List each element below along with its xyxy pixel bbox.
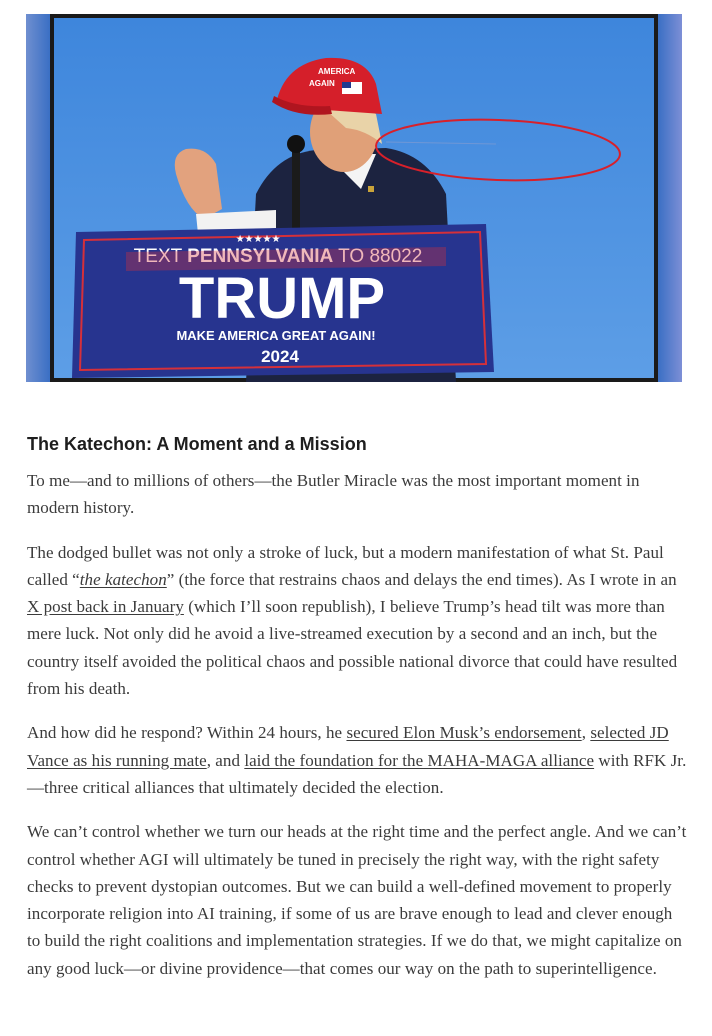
cap-flag-canton: [342, 82, 351, 88]
p2-text-1: The dodged bullet was not only a stroke of luck, but a modern manifestation of what St. Paul called “: [27, 542, 664, 589]
sign-name: TRUMP: [178, 266, 386, 331]
sign-line1-suffix: TO 88022: [333, 246, 423, 267]
microphone: [287, 135, 305, 153]
vance-running-mate-link[interactable]: selected JD Vance as his running mate: [27, 723, 669, 770]
article-photo: [26, 14, 682, 382]
left-blur-band: [26, 14, 50, 382]
cap-text-line2: AGAIN: [309, 79, 335, 88]
musk-endorsement-link[interactable]: secured Elon Musk’s endorsement: [346, 723, 582, 743]
article-body: [27, 430, 687, 999]
p2-text-2: ” (the force that restrains chaos and delays the end times). As I wrote in an: [166, 569, 677, 589]
sign-line1-prefix: TEXT: [133, 246, 188, 267]
rally-photo-illustration: [26, 14, 682, 382]
p3-text-4: with RFK Jr.—three critical alliances that ultimately decided the election.: [27, 750, 687, 797]
maha-maga-alliance-link[interactable]: laid the foundation for the MAHA-MAGA alliance: [244, 750, 595, 770]
sign-stars: ★★★★★: [235, 234, 281, 245]
p2-text-3: (which I’ll soon republish), I believe Trump’s head tilt was more than mere luck. Not only did he avoid a live-streamed execution by a second and an inch, but the country itself avoided the political chaos and possible national divorce that could have resulted from his death.: [27, 597, 678, 699]
sign-line1-state: PENNSYLVANIA: [187, 246, 334, 267]
paragraph-4: We can’t control whether we turn our heads at the right time and the perfect angle. And we can’t control whether AGI will ultimately be tuned in precisely the right way, with the right safety checks to prevent dystopian outcomes. But we can build a well-defined movement to properly incorporate religion into AI training, if some of us are brave enough to lead and clever enough to build the right coalitions and implementation strategies. If we do that, we might capitalize on any good luck—or divine providence—that comes our way on the path to superintelligence.: [27, 822, 687, 978]
paragraph-3: [27, 719, 687, 801]
paragraph-1: To me—and to millions of others—the Butler Miracle was the most important moment in modern history.: [27, 471, 640, 518]
flag-pin: [368, 186, 374, 192]
cap-text-line1: AMERICA: [318, 67, 356, 76]
sign-year: 2024: [261, 347, 299, 366]
p3-text-3: , and: [206, 750, 245, 770]
sign-slogan: MAKE AMERICA GREAT AGAIN!: [176, 328, 376, 343]
right-blur-band: [658, 14, 682, 382]
x-post-link[interactable]: X post back in January: [27, 597, 184, 617]
paragraph-2: [27, 539, 687, 703]
katechon-link[interactable]: the katechon: [79, 569, 167, 589]
p3-text-1: And how did he respond? Within 24 hours, he: [27, 723, 347, 743]
section-heading: The Katechon: A Moment and a Mission: [27, 434, 367, 454]
p3-text-2: ,: [581, 723, 591, 743]
